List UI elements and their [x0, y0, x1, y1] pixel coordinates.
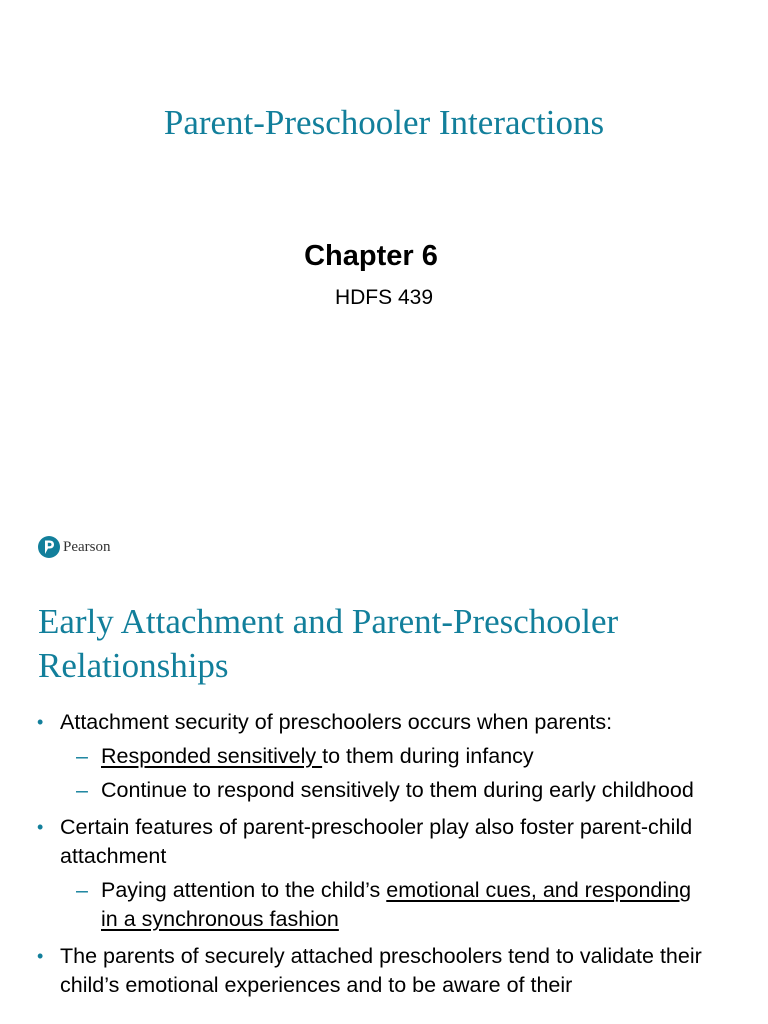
pearson-logo	[38, 535, 111, 559]
sub-bullet-item	[0, 876, 768, 934]
bullet-list	[0, 708, 768, 1002]
pearson-wordmark: Pearson	[63, 538, 111, 555]
course-code: HDFS 439	[334, 286, 434, 309]
bullet-text: The parents of securely attached preschoolers tend to validate their child’s emotional experiences and to be aware of their	[60, 944, 702, 997]
bullet-item	[0, 942, 768, 1000]
chapter-heading: Chapter 6	[304, 240, 438, 272]
pearson-p-icon	[38, 536, 60, 558]
slide-title: Parent-Preschooler Interactions	[163, 103, 605, 142]
bullet-dot-icon: •	[37, 946, 44, 966]
dash-icon: –	[76, 878, 88, 902]
sub-bullet-text: Paying attention to the child’s	[101, 878, 387, 902]
content-slide	[0, 576, 768, 1024]
content-slide-title: Early Attachment and Parent-Preschooler Relationships	[38, 602, 619, 685]
sub-bullet-item	[0, 776, 768, 805]
bullet-text: Certain features of parent-preschooler play also foster parent-child attachment	[60, 815, 693, 868]
sub-bullet-text: Continue to respond sensitively to them during early childhood	[101, 778, 694, 802]
bullet-dot-icon: •	[37, 817, 44, 837]
bullet-item	[0, 813, 768, 871]
bullet-item	[0, 708, 768, 737]
dash-icon: –	[76, 744, 88, 768]
bullet-text: Attachment security of preschoolers occurs when parents:	[60, 710, 613, 734]
dash-icon: –	[76, 778, 88, 802]
sub-bullet-item	[0, 742, 768, 771]
bullet-dot-icon: •	[37, 712, 44, 732]
underlined-text: Responded sensitively	[101, 744, 323, 768]
underlined-text: emotional cues, and responding in a synchronous fashion	[101, 878, 692, 931]
sub-bullet-text: to them during infancy	[322, 744, 534, 768]
